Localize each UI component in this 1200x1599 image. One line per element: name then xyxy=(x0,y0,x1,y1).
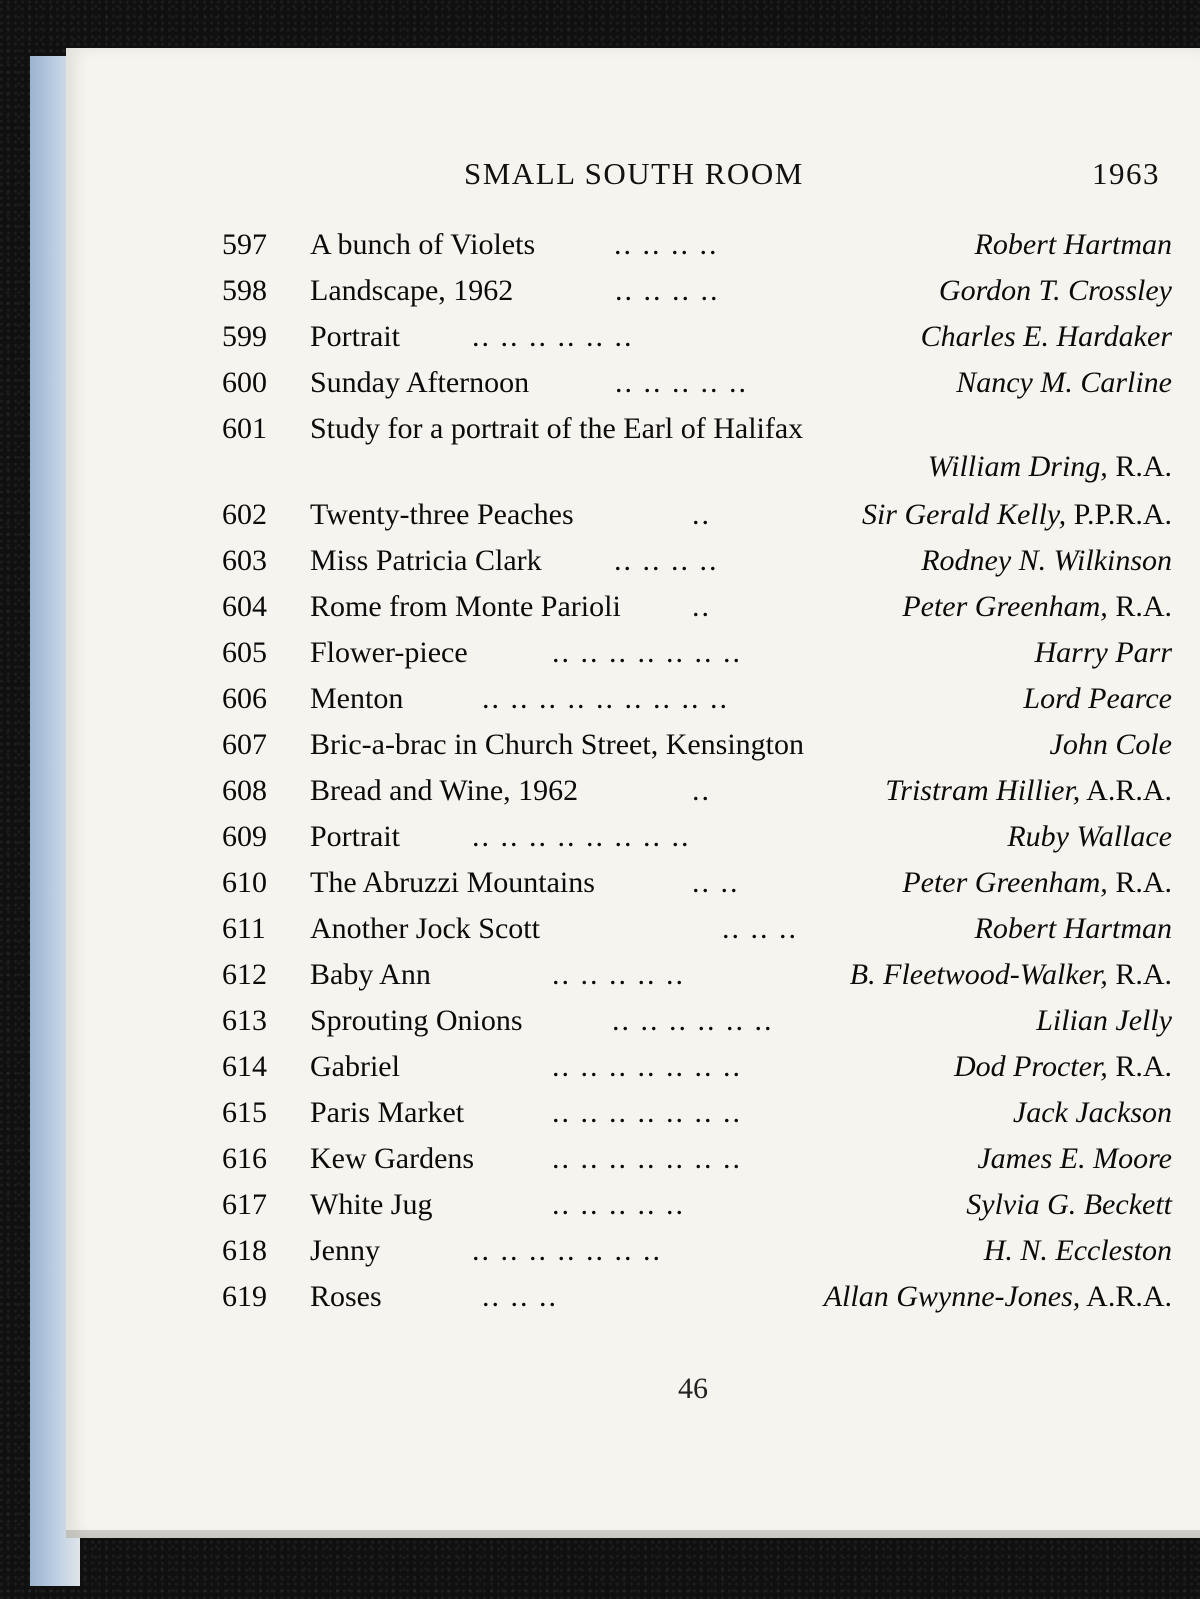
artist-name: Peter Greenham, xyxy=(902,866,1108,899)
entry-number: 609 xyxy=(222,820,267,853)
entry-number: 614 xyxy=(222,1050,267,1083)
dot-leader: .. .. .. .. .. .. .. xyxy=(472,1234,662,1267)
artist-name: Robert Hartman xyxy=(974,912,1172,945)
catalogue-entry xyxy=(222,814,1172,860)
catalogue-entry xyxy=(222,406,1172,492)
artist-name: Ruby Wallace xyxy=(1007,820,1172,853)
catalogue-entry xyxy=(222,1274,1172,1320)
entry-artist xyxy=(921,314,1172,360)
entry-number: 619 xyxy=(222,1280,267,1313)
artist-distinction: A.R.A. xyxy=(1080,1280,1172,1313)
dot-leader: .. .. .. .. .. .. .. .. .. xyxy=(482,682,729,715)
entry-title: Twenty-three Peaches xyxy=(310,498,574,531)
entry-number: 598 xyxy=(222,274,267,307)
dot-leader: .. .. .. .. .. .. .. xyxy=(552,1050,742,1083)
entry-artist xyxy=(1036,998,1172,1044)
entry-title: Bric-a-brac in Church Street, Kensington xyxy=(310,728,805,761)
entry-number: 618 xyxy=(222,1234,267,1267)
artist-name: Nancy M. Carline xyxy=(956,366,1172,399)
artist-distinction: R.A. xyxy=(1107,590,1172,623)
entry-title: Portrait xyxy=(310,820,400,853)
catalogue-entry xyxy=(222,1136,1172,1182)
entry-artist xyxy=(939,268,1172,314)
entry-artist xyxy=(1007,814,1172,860)
dot-leader: .. xyxy=(692,774,711,807)
entry-artist xyxy=(928,444,1172,490)
entry-number: 615 xyxy=(222,1096,267,1129)
entry-artist xyxy=(885,768,1172,814)
entry-title: White Jug xyxy=(310,1188,433,1221)
entry-number: 604 xyxy=(222,590,267,623)
entry-title: Kew Gardens xyxy=(310,1142,475,1175)
artist-name: Sylvia G. Beckett xyxy=(966,1188,1172,1221)
artist-name: Harry Parr xyxy=(1034,636,1172,669)
entry-number: 606 xyxy=(222,682,267,715)
page-number: 46 xyxy=(678,1372,708,1405)
entry-artist xyxy=(984,1228,1172,1274)
entry-title: A bunch of Violets xyxy=(310,228,536,261)
catalogue-entry xyxy=(222,860,1172,906)
entry-title: The Abruzzi Mountains xyxy=(310,866,595,899)
dot-leader: .. .. .. .. .. xyxy=(552,958,685,991)
entry-artist xyxy=(1023,676,1172,722)
entry-artist xyxy=(862,492,1172,538)
dot-leader: .. .. .. .. .. .. .. xyxy=(552,1096,742,1129)
dot-leader: .. .. .. .. .. .. .. .. xyxy=(472,820,691,853)
catalogue-entry xyxy=(222,268,1172,314)
entry-number: 605 xyxy=(222,636,267,669)
entry-title: Rome from Monte Parioli xyxy=(310,590,621,623)
entry-artist xyxy=(902,584,1172,630)
artist-name: B. Fleetwood-Walker, xyxy=(849,958,1108,991)
entry-number: 597 xyxy=(222,228,267,261)
catalogue-year: 1963 xyxy=(1092,156,1160,191)
entry-title: Jenny xyxy=(310,1234,380,1267)
artist-name: Lord Pearce xyxy=(1023,682,1172,715)
catalogue-entry xyxy=(222,952,1172,998)
artist-name: Allan Gwynne-Jones, xyxy=(823,1280,1081,1313)
entry-number: 603 xyxy=(222,544,267,577)
artist-name: William Dring, xyxy=(927,450,1108,483)
artist-name: Peter Greenham, xyxy=(902,590,1108,623)
artist-name: James E. Moore xyxy=(977,1142,1172,1175)
artist-distinction: R.A. xyxy=(1107,1050,1172,1083)
entry-artist xyxy=(1050,722,1172,768)
room-title: SMALL SOUTH ROOM xyxy=(464,156,804,191)
entry-title: Flower-piece xyxy=(310,636,468,669)
dot-leader: .. .. .. xyxy=(722,912,798,945)
entry-number: 617 xyxy=(222,1188,267,1221)
catalogue-entry xyxy=(222,314,1172,360)
artist-name: Dod Procter, xyxy=(953,1050,1108,1083)
artist-distinction: P.P.R.A. xyxy=(1066,498,1172,531)
artist-distinction: R.A. xyxy=(1107,958,1172,991)
entry-artist xyxy=(975,222,1173,268)
entry-number: 599 xyxy=(222,320,267,353)
dot-leader: .. .. .. .. .. .. .. xyxy=(552,1142,742,1175)
entry-title: Landscape, 1962 xyxy=(310,274,514,307)
entry-number: 611 xyxy=(222,912,266,945)
entry-number: 608 xyxy=(222,774,267,807)
dot-leader: .. .. .. .. .. xyxy=(615,366,748,399)
dot-leader: .. .. .. .. xyxy=(615,274,720,307)
entry-title: Menton xyxy=(310,682,404,715)
artist-name: Sir Gerald Kelly, xyxy=(861,498,1067,531)
artist-name: H. N. Eccleston xyxy=(983,1234,1172,1267)
entry-title: Sunday Afternoon xyxy=(310,366,530,399)
page-header xyxy=(400,148,1160,194)
entry-title: Gabriel xyxy=(310,1050,400,1083)
artist-name: Robert Hartman xyxy=(974,228,1172,261)
entry-artist xyxy=(966,1182,1172,1228)
entry-artist xyxy=(1034,630,1172,676)
artist-name: Rodney N. Wilkinson xyxy=(921,544,1172,577)
catalogue-entries xyxy=(222,222,1172,1320)
entry-number: 600 xyxy=(222,366,267,399)
catalogue-entry xyxy=(222,676,1172,722)
catalogue-entry xyxy=(222,360,1172,406)
entry-number: 601 xyxy=(222,412,267,445)
entry-artist xyxy=(902,860,1172,906)
entry-number: 612 xyxy=(222,958,267,991)
entry-title: Baby Ann xyxy=(310,958,431,991)
entry-artist xyxy=(824,1274,1172,1320)
entry-title: Sprouting Onions xyxy=(310,1004,523,1037)
entry-number: 610 xyxy=(222,866,267,899)
entry-title: Miss Patricia Clark xyxy=(310,544,542,577)
entry-artist xyxy=(1013,1090,1172,1136)
dot-leader: .. .. .. .. .. .. .. xyxy=(552,636,742,669)
catalogue-entry xyxy=(222,1228,1172,1274)
entry-title: Bread and Wine, 1962 xyxy=(310,774,579,807)
catalogue-entry xyxy=(222,722,1172,768)
entry-title: Roses xyxy=(310,1280,382,1313)
artist-name: Charles E. Hardaker xyxy=(920,320,1172,353)
dot-leader: .. .. .. .. xyxy=(614,228,719,261)
entry-artist xyxy=(975,906,1173,952)
artist-name: Jack Jackson xyxy=(1012,1096,1172,1129)
dot-leader: .. .. .. .. .. xyxy=(552,1188,685,1221)
catalogue-entry xyxy=(222,222,1172,268)
catalogue-entry xyxy=(222,630,1172,676)
catalogue-entry xyxy=(222,906,1172,952)
entry-number: 613 xyxy=(222,1004,267,1037)
entry-number: 616 xyxy=(222,1142,267,1175)
catalogue-entry xyxy=(222,998,1172,1044)
catalogue-entry xyxy=(222,1090,1172,1136)
dot-leader: .. xyxy=(692,498,711,531)
catalogue-entry xyxy=(222,1182,1172,1228)
entry-title: Portrait xyxy=(310,320,400,353)
artist-distinction: R.A. xyxy=(1107,866,1172,899)
dot-leader: .. .. .. xyxy=(482,1280,558,1313)
dot-leader: .. .. .. .. .. .. xyxy=(472,320,634,353)
entry-number: 607 xyxy=(222,728,267,761)
catalogue-entry xyxy=(222,768,1172,814)
artist-name: Lilian Jelly xyxy=(1036,1004,1172,1037)
page-bottom-shadow xyxy=(66,1530,1200,1538)
entry-title: Another Jock Scott xyxy=(310,912,540,945)
entry-artist xyxy=(921,538,1172,584)
entry-title: Paris Market xyxy=(310,1096,465,1129)
catalogue-entry xyxy=(222,492,1172,538)
entry-artist xyxy=(956,360,1172,406)
catalogue-entry xyxy=(222,1044,1172,1090)
artist-name: Tristram Hillier, xyxy=(885,774,1081,807)
entry-artist xyxy=(954,1044,1172,1090)
artist-distinction: A.R.A. xyxy=(1080,774,1172,807)
dot-leader: .. .. .. .. xyxy=(614,544,719,577)
entry-number: 602 xyxy=(222,498,267,531)
dot-leader: .. xyxy=(692,590,711,623)
artist-distinction: R.A. xyxy=(1107,450,1172,483)
artist-name: John Cole xyxy=(1049,728,1172,761)
entry-artist xyxy=(977,1136,1172,1182)
dot-leader: .. .. xyxy=(692,866,740,899)
catalogue-entry xyxy=(222,538,1172,584)
entry-artist xyxy=(850,952,1172,998)
catalogue-entry xyxy=(222,584,1172,630)
entry-title: Study for a portrait of the Earl of Halifax xyxy=(310,412,804,445)
dot-leader: .. .. .. .. .. .. xyxy=(612,1004,774,1037)
artist-name: Gordon T. Crossley xyxy=(938,274,1172,307)
